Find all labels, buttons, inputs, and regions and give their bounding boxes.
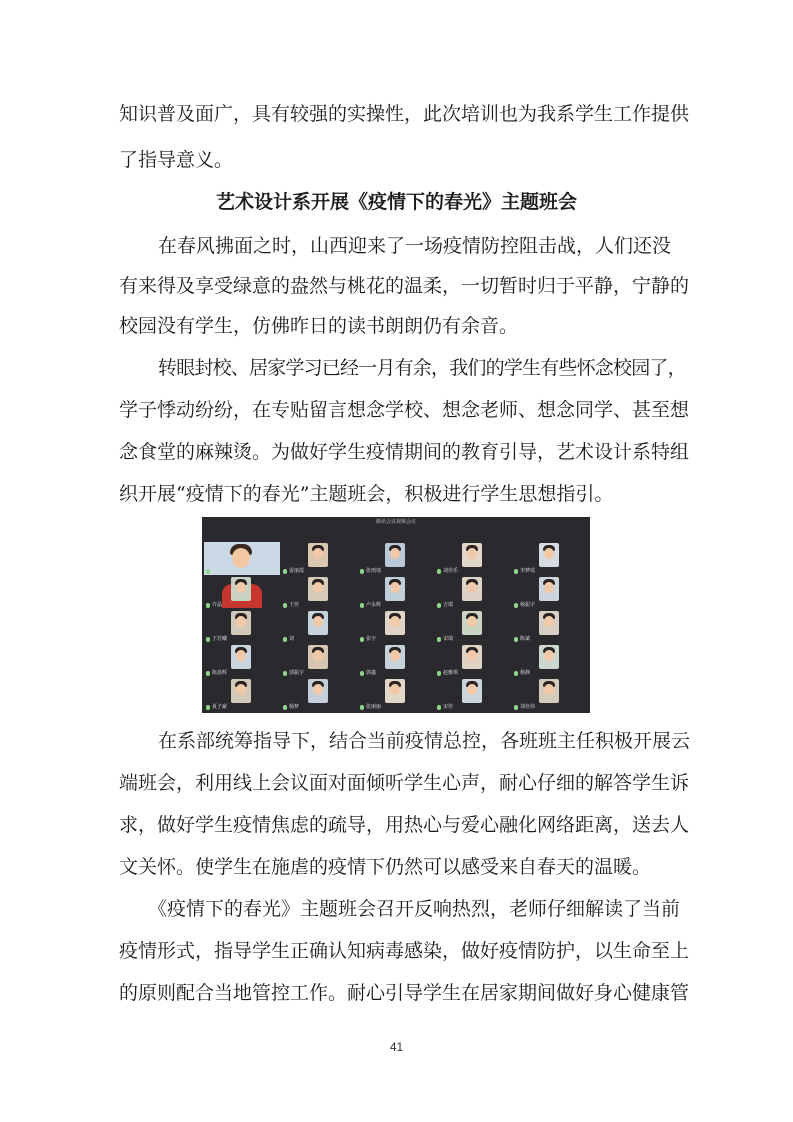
participant-tile[interactable]: [435, 542, 511, 575]
participant-name: 张宇: [366, 636, 377, 642]
participant-tile[interactable]: [358, 610, 434, 643]
participant-face: [544, 616, 554, 627]
mic-icon: [437, 671, 441, 676]
participant-video-thumbnail: [385, 611, 405, 635]
participant-tile[interactable]: [435, 678, 511, 711]
mic-icon: [514, 671, 518, 676]
body-text-line: 转眼封校、居家学习已经一月有余，我们的学生有些怀念校园了，: [158, 357, 686, 379]
participant-face: [544, 684, 554, 695]
participant-face: [313, 616, 323, 627]
mic-icon: [206, 569, 210, 574]
participant-video-thumbnail: [231, 577, 251, 601]
participant-tile[interactable]: [512, 678, 588, 711]
participant-name: 夏子豪: [212, 704, 228, 710]
participant-name: 吉瑞: [443, 602, 454, 608]
participant-tile[interactable]: [512, 644, 588, 677]
body-text-line: 校园没有学生，仿佛昨日的读书朗朗仍有余音。: [119, 315, 519, 337]
participant-tile[interactable]: [435, 610, 511, 643]
participant-video-thumbnail: [462, 577, 482, 601]
participant-tile[interactable]: [512, 542, 588, 575]
participant-tile[interactable]: [512, 610, 588, 643]
mic-icon: [437, 603, 441, 608]
participant-face: [313, 650, 323, 661]
participant-face: [236, 582, 246, 593]
participant-video-thumbnail: [539, 611, 559, 635]
mic-icon: [514, 637, 518, 642]
participant-video-thumbnail: [462, 611, 482, 635]
participant-name: 郭振宇: [289, 670, 305, 676]
mic-icon: [437, 637, 441, 642]
body-text-line: 端班会，利用线上会议面对面倾听学生心声，耐心仔细的解答学生诉: [119, 772, 690, 794]
participant-name: 杨梦: [289, 704, 300, 710]
active-speaker-video: [204, 542, 280, 575]
mic-icon: [437, 705, 441, 710]
participant-video-thumbnail: [539, 645, 559, 669]
participant-tile[interactable]: [358, 542, 434, 575]
body-text-line: 的原则配合当地管控工作。耐心引导学生在居家期间做好身心健康管: [119, 982, 690, 1004]
participant-video-thumbnail: [385, 679, 405, 703]
participant-tile[interactable]: [281, 576, 357, 609]
mic-icon: [283, 671, 287, 676]
participant-video-thumbnail: [231, 679, 251, 703]
participant-video-thumbnail: [308, 679, 328, 703]
mic-icon: [360, 705, 364, 710]
body-text-line: 有来得及享受绿意的盎然与桃花的温柔，一切暂时归于平静，宁静的: [119, 275, 690, 297]
participant-name: 许晶: [212, 602, 223, 608]
participant-face: [467, 616, 477, 627]
participant-name: 王佳: [289, 602, 300, 608]
participant-face: [390, 684, 400, 695]
participant-face: [390, 616, 400, 627]
mic-icon: [514, 705, 518, 710]
mic-icon: [360, 671, 364, 676]
body-text-line: 《疫情下的春光》主题班会召开反响热烈，老师仔细解读了当前: [148, 898, 681, 920]
participant-face: [390, 548, 400, 559]
participant-face: [467, 582, 477, 593]
participant-video-thumbnail: [231, 645, 251, 669]
participant-face: [313, 548, 323, 559]
participant-name: 王若曦: [212, 636, 228, 642]
mic-icon: [283, 637, 287, 642]
participant-tile[interactable]: [358, 576, 434, 609]
body-text-line: 在春风拂面之时，山西迎来了一场疫情防控阻击战，人们还没: [158, 235, 672, 257]
participant-tile[interactable]: [204, 542, 280, 575]
mic-icon: [206, 603, 210, 608]
participant-video-thumbnail: [385, 645, 405, 669]
section-heading: 艺术设计系开展《疫情下的春光》主题班会: [215, 191, 577, 213]
participant-tile[interactable]: [512, 576, 588, 609]
body-text-line: 文关怀。使学生在施虐的疫情下仍然可以感受来自春天的温暖。: [119, 856, 652, 878]
participant-tile[interactable]: [204, 610, 280, 643]
mic-icon: [283, 705, 287, 710]
mic-icon: [360, 569, 364, 574]
body-text-line: 在系部统筹指导下，结合当前疫情总控，各班班主任积极开展云: [158, 730, 691, 752]
body-text-line: 学子悸动纷纷，在专贴留言想念学校、想念老师、想念同学、甚至想: [119, 399, 690, 421]
participant-video-thumbnail: [308, 611, 328, 635]
body-text-line: 织开展“疫情下的春光”主题班会，积极进行学生思想指引。: [119, 483, 614, 505]
participant-video-thumbnail: [385, 577, 405, 601]
mic-icon: [283, 603, 287, 608]
participant-video-thumbnail: [539, 679, 559, 703]
participant-face: [544, 582, 554, 593]
mic-icon: [206, 637, 210, 642]
body-text-line: 了指导意义。: [119, 149, 234, 171]
participant-name: 宋瑞: [443, 636, 454, 642]
participant-video-thumbnail: [462, 679, 482, 703]
mic-icon: [360, 603, 364, 608]
participant-name: 宋佳: [443, 704, 454, 710]
participant-video-thumbnail: [308, 577, 328, 601]
participant-face: [544, 548, 554, 559]
participant-tile[interactable]: [358, 678, 434, 711]
participant-tile[interactable]: [435, 576, 511, 609]
participant-name: 刘: [289, 636, 295, 642]
mic-icon: [514, 603, 518, 608]
participant-face: [390, 650, 400, 661]
participant-name: 张丽丽: [366, 704, 382, 710]
participant-video-thumbnail: [539, 577, 559, 601]
participant-face: [236, 616, 246, 627]
participant-tile[interactable]: [435, 644, 511, 677]
participant-tile[interactable]: [358, 644, 434, 677]
participant-name: 张雨琦: [366, 568, 382, 574]
participant-face: [467, 684, 477, 695]
mic-icon: [514, 569, 518, 574]
speaker-face: [232, 548, 250, 568]
mic-icon: [283, 569, 287, 574]
body-text-line: 知识普及面广，具有较强的实操性，此次培训也为我系学生工作提供: [119, 103, 690, 125]
participant-tile[interactable]: [281, 678, 357, 711]
participant-name: 卢永辉: [366, 602, 382, 608]
participant-face: [236, 650, 246, 661]
participant-name: 刘佳伟: [520, 704, 536, 710]
participant-name: 雷丽霞: [289, 568, 305, 574]
participant-name: 杨静: [520, 670, 531, 676]
participant-face: [236, 684, 246, 695]
mic-icon: [360, 637, 364, 642]
participant-tile[interactable]: [281, 610, 357, 643]
body-text-line: 求，做好学生疫情焦虑的疏导，用热心与爱心融化网络距离，送去人: [119, 814, 690, 836]
participant-name: 刘佳乐: [443, 568, 459, 574]
page-number: 41: [389, 1040, 404, 1054]
participant-name: 李梦瑶: [520, 568, 536, 574]
participant-grid: [204, 542, 588, 713]
participant-name: 陈斌: [520, 636, 531, 642]
participant-name: 陈晨辉: [212, 670, 228, 676]
participant-face: [467, 548, 477, 559]
mic-icon: [206, 671, 210, 676]
participant-face: [390, 582, 400, 593]
participant-video-thumbnail: [308, 543, 328, 567]
participant-video-thumbnail: [231, 611, 251, 635]
participant-tile[interactable]: [204, 678, 280, 711]
participant-name: 杨振宇: [520, 602, 536, 608]
participant-tile[interactable]: [204, 644, 280, 677]
participant-video-thumbnail: [462, 543, 482, 567]
body-text-line: 念食堂的麻辣烫。为做好学生疫情期间的教育引导，艺术设计系特组: [119, 441, 690, 463]
participant-face: [313, 684, 323, 695]
participant-face: [544, 650, 554, 661]
body-text-line: 疫情形式，指导学生正确认知病毒感染，做好疫情防护，以生命至上: [119, 940, 690, 962]
participant-video-thumbnail: [308, 645, 328, 669]
mic-icon: [437, 569, 441, 574]
meeting-title: 腾讯会议视频会议: [375, 519, 416, 525]
participant-tile[interactable]: [281, 644, 357, 677]
participant-video-thumbnail: [385, 543, 405, 567]
participant-face: [467, 650, 477, 661]
participant-name: 赵雅琪: [443, 670, 459, 676]
participant-name: 郭鑫: [366, 670, 377, 676]
online-meeting-screenshot: [202, 517, 590, 713]
participant-tile[interactable]: [204, 576, 280, 609]
participant-tile[interactable]: [281, 542, 357, 575]
mic-icon: [206, 705, 210, 710]
participant-video-thumbnail: [539, 543, 559, 567]
participant-video-thumbnail: [462, 645, 482, 669]
participant-face: [313, 582, 323, 593]
